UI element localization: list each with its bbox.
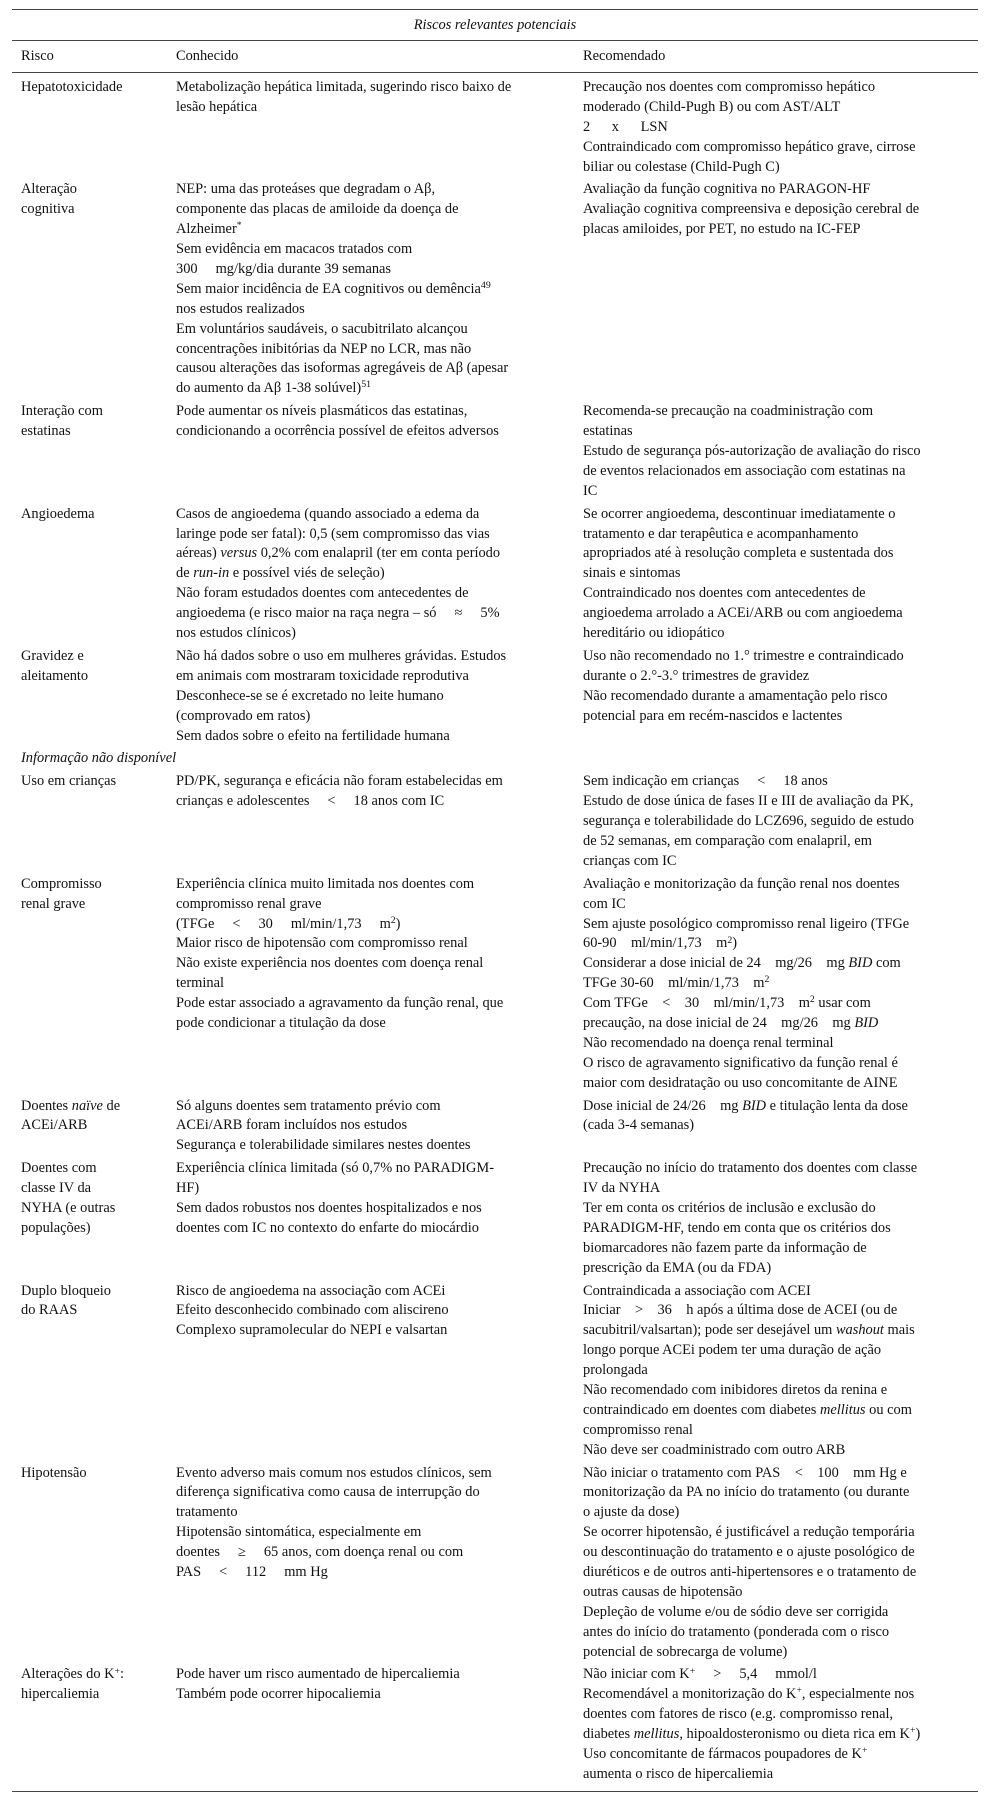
text-segment: Uso concomitante de fármacos poupadores de K xyxy=(583,1746,862,1763)
cell-line: classe IV da xyxy=(21,1180,92,1197)
cell-line: angioedema (e risco maior na raça negra – só ≈ 5% xyxy=(176,605,500,622)
risk-cell xyxy=(21,875,176,1094)
cell-line: PAS < 112 mm Hg xyxy=(176,1564,328,1581)
cell-line: potencial para em recém-nascidos e lactentes xyxy=(583,707,843,724)
cell-line: outras causas de hipotensão xyxy=(583,1583,743,1600)
cell-line: placas amiloides, por PET, no estudo na IC-FEP xyxy=(583,221,861,238)
cell-line: Contraindicado com compromisso hepático grave, cirrose xyxy=(583,138,916,155)
cell-line: o ajuste da dose) xyxy=(583,1504,680,1521)
text-segment: usar com xyxy=(814,995,871,1012)
cell-line: Não deve ser coadministrado com outro ARB xyxy=(583,1441,846,1458)
cell-line: (cada 3-4 semanas) xyxy=(583,1117,695,1134)
cell-line: doentes com fatores de risco (e.g. compromisso renal, xyxy=(583,1706,894,1723)
cell-line: estatinas xyxy=(583,423,633,440)
cell-line: Uso em crianças xyxy=(21,773,117,790)
text-segment: Recomendável a monitorização do K xyxy=(583,1686,797,1703)
cell-line: apropriados até à resolução completa e sustentada dos xyxy=(583,545,894,562)
cell-line: doentes com IC no contexto do enfarte do miocárdio xyxy=(176,1219,479,1236)
cell-line: Se ocorrer hipotensão, é justificável a redução temporária xyxy=(583,1524,915,1541)
text-segment: , hipoaldosteronismo ou dieta rica em K xyxy=(679,1726,910,1743)
text-segment: e possível viés de seleção) xyxy=(229,565,385,582)
text-segment: ) xyxy=(732,935,737,952)
recommended-cell xyxy=(583,875,978,1094)
italic-text: mellitus xyxy=(633,1726,680,1743)
cell-line: potencial de sobrecarga de volume) xyxy=(583,1643,788,1660)
cell-line: de eventos relacionados em associação com estatinas na xyxy=(583,462,906,479)
cell-line xyxy=(21,1097,176,1117)
cell-line: (comprovado em ratos) xyxy=(176,707,311,724)
cell-line: Sem evidência em macacos tratados com xyxy=(176,241,413,258)
risk-row xyxy=(12,874,978,1096)
cell-line xyxy=(176,544,583,564)
risk-cell xyxy=(21,1159,176,1278)
text-segment: : xyxy=(120,1666,125,1683)
risk-cell xyxy=(21,402,176,501)
cell-line: Experiência clínica muito limitada nos doentes com xyxy=(176,875,475,892)
cell-line: IV da NYHA xyxy=(583,1180,661,1197)
cell-line: Estudo de dose única de fases II e III de avaliação da PK, xyxy=(583,793,914,810)
superscript: 2 xyxy=(809,994,815,1006)
text-segment: precaução, na dose inicial de 24 mg/26 mg xyxy=(583,1014,855,1031)
recommended-cell xyxy=(583,647,978,746)
cell-line: ou descontinuação do tratamento e o ajuste posológico de xyxy=(583,1544,915,1561)
recommended-cell xyxy=(583,180,978,399)
superscript: + xyxy=(689,1665,696,1677)
cell-line: NYHA (e outras xyxy=(21,1199,116,1216)
cell-line xyxy=(583,974,978,994)
cell-line: ACEi/ARB foram incluídos nos estudos xyxy=(176,1117,408,1134)
superscript: 2 xyxy=(390,914,396,926)
text-segment: > 5,4 mmol/l xyxy=(695,1666,817,1683)
cell-line: Avaliação e monitorização da função renal nos doentes xyxy=(583,875,900,892)
cell-line: Alteração xyxy=(21,181,77,198)
cell-line: crianças com IC xyxy=(583,852,677,869)
text-segment: ) xyxy=(915,1726,921,1743)
cell-line xyxy=(583,934,978,954)
risk-cell xyxy=(21,772,176,871)
superscript: 51 xyxy=(361,379,371,391)
cell-line xyxy=(176,564,583,584)
risk-row xyxy=(12,179,978,401)
cell-line: renal grave xyxy=(21,895,86,912)
cell-line: aumenta o risco de hipercaliemia xyxy=(583,1765,774,1782)
cell-line: Sem ajuste posológico compromisso renal ligeiro (TFGe xyxy=(583,915,910,932)
text-segment: sacubitril/valsartan); pode ser desejável um xyxy=(583,1322,836,1339)
text-segment: Com TFGe < 30 ml/min/1,73 m xyxy=(583,995,810,1012)
cell-line xyxy=(583,1401,978,1421)
risk-cell xyxy=(21,1464,176,1663)
header-known: Conhecido xyxy=(176,48,239,64)
text-segment: Sem maior incidência de EA cognitivos ou demência xyxy=(176,280,481,297)
text-segment: Dose inicial de 24/26 mg xyxy=(583,1097,743,1114)
cell-line: diferença significativa como causa de interrupção do xyxy=(176,1484,480,1501)
cell-line xyxy=(583,1725,978,1745)
cell-line: aleitamento xyxy=(21,667,89,684)
header-recommended: Recomendado xyxy=(583,48,666,64)
cell-line: Avaliação da função cognitiva no PARAGON-HF xyxy=(583,181,871,198)
cell-line: Maior risco de hipotensão com compromisso renal xyxy=(176,935,468,952)
text-segment: mais xyxy=(883,1322,915,1339)
cell-line: Hepatotoxicidade xyxy=(21,79,123,95)
table-header xyxy=(12,41,978,73)
risk-row xyxy=(12,1463,978,1665)
risk-cell xyxy=(21,180,176,399)
risk-row xyxy=(12,1281,978,1463)
cell-line: Segurança e tolerabilidade similares nestes doentes xyxy=(176,1137,471,1154)
known-cell xyxy=(176,1464,583,1663)
cell-line: maior com desidratação ou uso concomitante de AINE xyxy=(583,1074,898,1091)
risk-row xyxy=(12,1158,978,1280)
cell-line: biliar ou colestase (Child-Pugh C) xyxy=(583,158,780,175)
cell-line: Contraindicada a associação com ACEI xyxy=(583,1282,811,1299)
cell-line: Não recomendado na doença renal terminal xyxy=(583,1034,834,1051)
recommended-cell xyxy=(583,772,978,871)
risk-row xyxy=(12,401,978,503)
cell-line: em animais com mostraram toxicidade reprodutiva xyxy=(176,667,469,684)
cell-line: Risco de angioedema na associação com ACEi xyxy=(176,1282,446,1299)
risk-row xyxy=(12,504,978,646)
cell-line: componente das placas de amiloide da doença de xyxy=(176,201,459,218)
recommended-cell xyxy=(583,505,978,644)
header-risk: Risco xyxy=(21,48,54,64)
cell-line: Evento adverso mais comum nos estudos clínicos, sem xyxy=(176,1464,492,1481)
superscript: + xyxy=(114,1665,121,1677)
superscript: 2 xyxy=(727,934,733,946)
risk-cell xyxy=(21,505,176,644)
cell-line: Hipotensão sintomática, especialmente em xyxy=(176,1524,422,1541)
recommended-cell xyxy=(583,1464,978,1663)
cell-line xyxy=(583,954,978,974)
cell-line: prescrição da EMA (ou da FDA) xyxy=(583,1259,772,1276)
text-segment: Considerar a dose inicial de 24 mg/26 mg xyxy=(583,955,849,972)
risk-cell xyxy=(21,1097,176,1157)
cell-line: Não há dados sobre o uso em mulheres grávidas. Estudos xyxy=(176,647,507,664)
cell-line: NEP: uma das proteáses que degradam o Aβ, xyxy=(176,181,436,198)
risk-row xyxy=(12,771,978,873)
cell-line: Doentes com xyxy=(21,1160,97,1177)
cell-line: Interação com xyxy=(21,403,103,420)
cell-line xyxy=(176,915,583,935)
superscript: + xyxy=(909,1725,916,1737)
cell-line xyxy=(21,1665,176,1685)
cell-line: lesão hepática xyxy=(176,98,258,115)
cell-line: Desconhece-se se é excretado no leite humano xyxy=(176,687,444,704)
cell-line: Precaução no início do tratamento dos doentes com classe xyxy=(583,1160,918,1177)
cell-line xyxy=(583,1685,978,1705)
cell-line: durante o 2.°-3.° trimestres de gravidez xyxy=(583,667,810,684)
text-segment: com xyxy=(872,955,901,972)
table-body xyxy=(12,73,978,1792)
known-cell xyxy=(176,1097,583,1157)
cell-line xyxy=(176,280,583,300)
text-segment: TFGe 30-60 ml/min/1,73 m xyxy=(583,975,765,992)
italic-text: BID xyxy=(854,1014,879,1031)
risk-cell xyxy=(21,1282,176,1461)
cell-line: Não foram estudados doentes com antecedentes de xyxy=(176,585,469,602)
cell-line: Duplo bloqueio xyxy=(21,1282,111,1299)
cell-line: Pode estar associado a agravamento da função renal, que xyxy=(176,995,504,1012)
recommended-cell xyxy=(583,1282,978,1461)
cell-line: Metabolização hepática limitada, sugerindo risco baixo de xyxy=(176,79,512,95)
italic-text: run-in xyxy=(193,565,230,582)
cell-line: laringe pode ser fatal): 0,5 (sem compromisso das vias xyxy=(176,525,490,542)
cell-line: Estudo de segurança pós-autorização de avaliação do risco xyxy=(583,443,921,460)
text-segment: Não iniciar com K xyxy=(583,1666,690,1683)
text-segment: 60-90 ml/min/1,73 m xyxy=(583,935,728,952)
cell-line: longo porque ACEi podem ter uma duração de ação xyxy=(583,1342,882,1359)
cell-line: com IC xyxy=(583,895,626,912)
italic-text: washout xyxy=(835,1322,884,1339)
cell-line xyxy=(583,1097,978,1117)
text-segment: do aumento da Aβ 1-38 solúvel) xyxy=(176,380,362,397)
superscript: + xyxy=(796,1685,802,1697)
italic-text: BID xyxy=(848,955,873,972)
cell-line: causou alterações das isoformas agregáveis de Aβ (apesar xyxy=(176,360,509,377)
table-title: Riscos relevantes potenciais xyxy=(12,9,978,41)
risk-table xyxy=(12,9,978,1792)
section-label: Informação não disponível xyxy=(21,750,177,767)
cell-line: Iniciar > 36 h após a última dose de ACEI (ou de xyxy=(583,1302,898,1319)
superscript: 49 xyxy=(480,280,491,292)
text-segment: diabetes xyxy=(583,1726,634,1743)
italic-text: versus xyxy=(220,545,258,562)
cell-line: Complexo supramolecular do NEPI e valsartan xyxy=(176,1322,448,1339)
known-cell xyxy=(176,772,583,871)
known-cell xyxy=(176,180,583,399)
cell-line: Só alguns doentes sem tratamento prévio com xyxy=(176,1097,441,1114)
known-cell xyxy=(176,1665,583,1784)
cell-line: terminal xyxy=(176,975,224,992)
italic-text: BID xyxy=(742,1097,767,1114)
cell-line: moderado (Child-Pugh B) ou com AST/ALT xyxy=(583,98,841,115)
superscript: 2 xyxy=(764,974,770,986)
risk-row xyxy=(12,77,978,179)
cell-line: Depleção de volume e/ou de sódio deve ser corrigida xyxy=(583,1603,889,1620)
risk-cell xyxy=(21,647,176,746)
cell-line: concentrações inibitórias da NEP no LCR, mas não xyxy=(176,340,472,357)
cell-line: Recomenda-se precaução na coadministração com xyxy=(583,403,874,420)
cell-line: monitorização da PA no início do tratamento (ou durante xyxy=(583,1484,910,1501)
cell-line: nos estudos clínicos) xyxy=(176,625,296,642)
cell-line: do RAAS xyxy=(21,1302,78,1319)
text-segment: contraindicado em doentes com diabetes xyxy=(583,1401,820,1418)
cell-line: PD/PK, segurança e eficácia não foram estabelecidas em xyxy=(176,773,503,790)
cell-line xyxy=(583,1745,978,1765)
cell-line: Precaução nos doentes com compromisso hepático xyxy=(583,79,876,95)
cell-line: Não recomendado durante a amamentação pelo risco xyxy=(583,687,888,704)
cell-line: Hipotensão xyxy=(21,1464,87,1481)
cell-line: populações) xyxy=(21,1219,91,1236)
text-segment: Doentes xyxy=(21,1097,72,1114)
text-segment: Alzheimer xyxy=(176,221,237,238)
text-segment: aéreas) xyxy=(176,545,221,562)
cell-line xyxy=(176,379,583,399)
cell-line: Não existe experiência nos doentes com doença renal xyxy=(176,955,484,972)
cell-line: pode condicionar a titulação da dose xyxy=(176,1014,386,1031)
text-segment: ou com xyxy=(865,1401,912,1418)
recommended-cell xyxy=(583,402,978,501)
superscript: * xyxy=(236,220,242,232)
text-segment: de xyxy=(102,1097,121,1114)
cell-line: compromisso renal xyxy=(583,1421,693,1438)
cell-line: segurança e tolerabilidade do LCZ696, seguido de estudo xyxy=(583,813,914,830)
cell-line: condicionando a ocorrência possível de efeitos adversos xyxy=(176,423,499,440)
cell-line: diuréticos e de outros anti-hipertensores e o tratamento de xyxy=(583,1564,917,1581)
cell-line: Gravidez e xyxy=(21,647,84,664)
cell-line: Experiência clínica limitada (só 0,7% no PARADIGM- xyxy=(176,1160,494,1177)
cell-line: tratamento e dar terapêutica e acompanhamento xyxy=(583,525,859,542)
risk-cell xyxy=(21,78,176,177)
recommended-cell xyxy=(583,1159,978,1278)
cell-line: Contraindicado nos doentes com antecedentes de xyxy=(583,585,866,602)
superscript: + xyxy=(861,1745,868,1757)
cell-line: Sem dados sobre o efeito na fertilidade humana xyxy=(176,727,450,744)
cell-line: compromisso renal grave xyxy=(176,895,322,912)
risk-cell xyxy=(21,1665,176,1784)
cell-line xyxy=(176,220,583,240)
cell-line: nos estudos realizados xyxy=(176,300,305,317)
recommended-cell xyxy=(583,78,978,177)
cell-line: biomarcadores não fazem parte da informação de xyxy=(583,1239,867,1256)
cell-line: Se ocorrer angioedema, descontinuar imediatamente o xyxy=(583,505,896,522)
cell-line: hereditário ou idiopático xyxy=(583,625,725,642)
cell-line: Casos de angioedema (quando associado a edema da xyxy=(176,505,480,522)
text-segment: e titulação lenta da dose xyxy=(766,1097,908,1114)
cell-line: 300 mg/kg/dia durante 39 semanas xyxy=(176,261,392,278)
cell-line: Não iniciar o tratamento com PAS < 100 mm Hg e xyxy=(583,1464,907,1481)
italic-text: mellitus xyxy=(819,1401,866,1418)
known-cell xyxy=(176,402,583,501)
cell-line: Uso não recomendado no 1.° trimestre e contraindicado xyxy=(583,647,904,664)
cell-line: Angioedema xyxy=(21,505,95,522)
cell-line: Pode haver um risco aumentado de hipercaliemia xyxy=(176,1666,460,1683)
cell-line: Sem dados robustos nos doentes hospitalizados e nos xyxy=(176,1199,482,1216)
cell-line: hipercaliemia xyxy=(21,1686,100,1703)
known-cell xyxy=(176,505,583,644)
cell-line: estatinas xyxy=(21,423,71,440)
cell-line: IC xyxy=(583,482,598,499)
cell-line: Compromisso xyxy=(21,875,102,892)
cell-line: de 52 semanas, em comparação com enalapril, em xyxy=(583,832,872,849)
cell-line: tratamento xyxy=(176,1504,238,1521)
text-segment: de xyxy=(176,565,194,582)
known-cell xyxy=(176,875,583,1094)
cell-line xyxy=(583,994,978,1014)
risk-row xyxy=(12,646,978,748)
cell-line: HF) xyxy=(176,1180,200,1197)
cell-line: ACEi/ARB xyxy=(21,1117,88,1134)
recommended-cell xyxy=(583,1665,978,1784)
cell-line: Ter em conta os critérios de inclusão e exclusão do xyxy=(583,1199,876,1216)
recommended-cell xyxy=(583,1097,978,1157)
italic-text: naïve xyxy=(71,1097,103,1114)
cell-line: Em voluntários saudáveis, o sacubitrilato alcançou xyxy=(176,320,468,337)
text-segment: , especialmente nos xyxy=(801,1686,915,1703)
risk-row xyxy=(12,1096,978,1159)
cell-line: prolongada xyxy=(583,1362,648,1379)
cell-line: Também pode ocorrer hipocaliemia xyxy=(176,1686,381,1703)
cell-line: Pode aumentar os níveis plasmáticos das estatinas, xyxy=(176,403,468,420)
text-segment: Alterações do K xyxy=(21,1666,115,1683)
cell-line: crianças e adolescentes < 18 anos com IC xyxy=(176,793,445,810)
cell-line xyxy=(583,1321,978,1341)
cell-line: antes do início do tratamento (ponderada com o risco xyxy=(583,1623,890,1640)
cell-line: Não recomendado com inibidores diretos da renina e xyxy=(583,1382,888,1398)
cell-line xyxy=(583,1665,978,1685)
cell-line: O risco de agravamento significativo da função renal é xyxy=(583,1054,898,1071)
cell-line xyxy=(583,1014,978,1034)
cell-line: Efeito desconhecido combinado com aliscireno xyxy=(176,1302,449,1319)
cell-line: doentes ≥ 65 anos, com doença renal ou com xyxy=(176,1544,464,1561)
cell-line: sinais e sintomas xyxy=(583,565,681,582)
known-cell xyxy=(176,1282,583,1461)
known-cell xyxy=(176,78,583,177)
cell-line: angioedema arrolado a ACEi/ARB ou com angioedema xyxy=(583,605,903,622)
text-segment: (TFGe < 30 ml/min/1,73 m xyxy=(176,915,391,932)
cell-line: PARADIGM-HF, tendo em conta que os critérios dos xyxy=(583,1219,891,1236)
known-cell xyxy=(176,647,583,746)
cell-line: cognitiva xyxy=(21,201,75,218)
text-segment: ) xyxy=(395,915,401,932)
cell-line: Sem indicação em crianças < 18 anos xyxy=(583,773,828,790)
known-cell xyxy=(176,1159,583,1278)
risk-row xyxy=(12,1664,978,1786)
section-label-row xyxy=(12,748,978,771)
cell-line: 2 x LSN xyxy=(583,118,668,135)
text-segment: 0,2% com enalapril (ter em conta período xyxy=(257,545,501,562)
cell-line: Avaliação cognitiva compreensiva e deposição cerebral de xyxy=(583,201,920,218)
